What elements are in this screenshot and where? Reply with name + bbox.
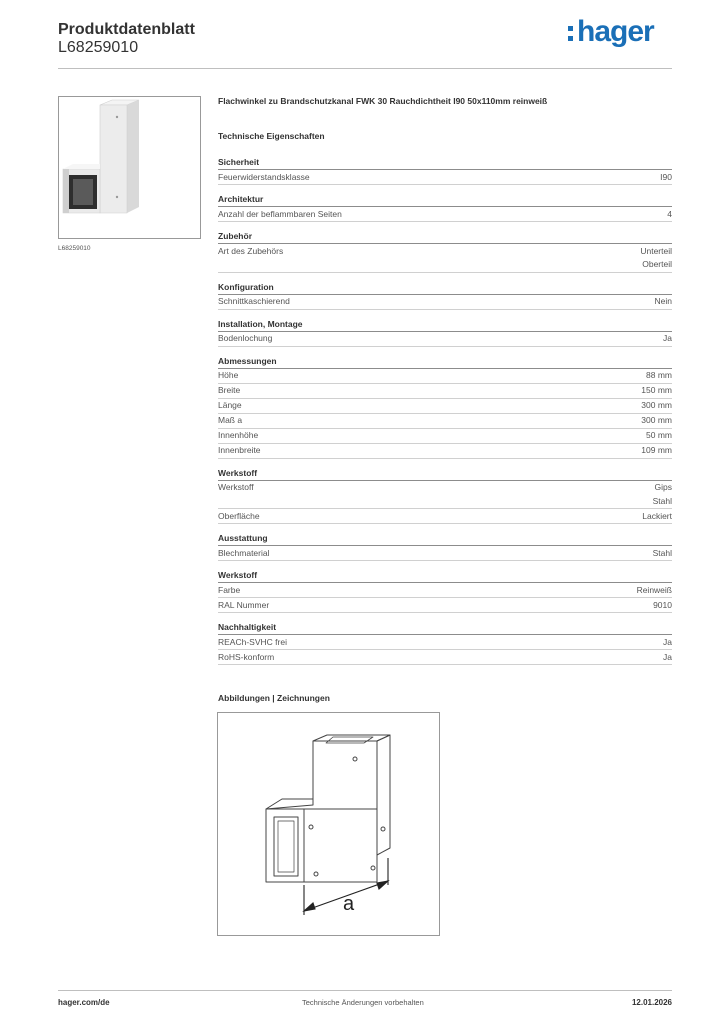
figures-heading: Abbildungen | Zeichnungen — [218, 693, 330, 703]
logo-dot-icon — [568, 26, 573, 31]
spec-label: RAL Nummer — [218, 599, 270, 610]
spec-group — [218, 230, 672, 273]
spec-value — [641, 444, 672, 458]
spec-group — [218, 467, 672, 525]
spec-value — [663, 332, 672, 346]
spec-row — [218, 207, 672, 222]
spec-value-line: Stahl — [652, 495, 672, 506]
spec-row — [218, 546, 672, 561]
spec-group — [218, 156, 672, 185]
spec-label: Blechmaterial — [218, 547, 270, 558]
spec-label: REACh-SVHC frei — [218, 636, 287, 647]
spec-value — [641, 399, 672, 413]
spec-value-line: Oberteil — [642, 259, 672, 269]
spec-group — [218, 621, 672, 665]
header-title: Produktdatenblatt — [58, 21, 195, 38]
spec-row — [218, 509, 672, 524]
spec-label: Feuerwiderstandsklasse — [218, 171, 310, 182]
logo-dot-icon — [568, 36, 573, 41]
spec-row — [218, 244, 672, 273]
spec-group-heading: Abmessungen — [218, 355, 672, 369]
technical-drawing-svg — [218, 713, 439, 935]
product-photo-image — [59, 97, 200, 238]
product-photo — [58, 96, 201, 239]
product-title: Flachwinkel zu Brandschutzkanal FWK 30 Rauchdichtheit I90 50x110mm reinweiß — [218, 96, 548, 106]
spec-label: RoHS-konform — [218, 651, 275, 662]
dimension-label: a — [343, 893, 355, 915]
spec-label: Länge — [218, 400, 242, 410]
spec-value-line: 4 — [667, 208, 672, 219]
spec-value-line: 150 mm — [641, 385, 672, 395]
specs-heading: Technische Eigenschaften — [218, 131, 325, 141]
spec-row — [218, 170, 672, 185]
spec-group-heading: Sicherheit — [218, 156, 672, 170]
spec-row — [218, 414, 672, 429]
spec-row — [218, 429, 672, 444]
spec-label: Höhe — [218, 370, 239, 380]
spec-value-line: Unterteil — [640, 245, 672, 256]
spec-row — [218, 295, 672, 310]
spec-value — [653, 547, 672, 561]
spec-value — [663, 651, 672, 665]
header-divider — [58, 68, 672, 69]
technical-drawing — [217, 712, 440, 936]
spec-row — [218, 369, 672, 384]
spec-label: Maß a — [218, 415, 243, 425]
spec-value — [640, 245, 672, 272]
spec-value — [663, 636, 672, 650]
spec-group — [218, 532, 672, 561]
spec-value-line: Ja — [663, 651, 672, 662]
spec-group-heading: Architektur — [218, 193, 672, 207]
spec-row — [218, 650, 672, 665]
spec-group — [218, 355, 672, 459]
spec-group — [218, 318, 672, 347]
spec-row — [218, 481, 672, 510]
spec-row — [218, 332, 672, 347]
footer-divider — [58, 990, 672, 991]
spec-row — [218, 635, 672, 650]
hager-logo — [567, 14, 657, 50]
spec-group — [218, 281, 672, 310]
spec-row — [218, 384, 672, 399]
footer-website-link[interactable]: hager.com/de — [58, 998, 110, 1007]
spec-value — [641, 414, 672, 428]
spec-label: Bodenlochung — [218, 333, 273, 343]
spec-group-heading: Ausstattung — [218, 532, 672, 546]
spec-group-heading: Zubehör — [218, 230, 672, 244]
article-number: L68259010 — [58, 39, 139, 56]
spec-label: Werkstoff — [218, 482, 254, 492]
spec-value — [660, 171, 672, 185]
spec-value — [646, 369, 672, 383]
spec-value-line: 88 mm — [646, 370, 672, 380]
photo-caption: L68259010 — [58, 245, 91, 252]
spec-value — [653, 481, 672, 508]
footer-date: 12.01.2026 — [631, 998, 672, 1007]
spec-value-line: Reinweiß — [636, 584, 672, 595]
spec-value — [653, 599, 672, 613]
spec-label: Art des Zubehörs — [218, 245, 284, 256]
spec-value — [646, 429, 672, 443]
spec-value-line: 109 mm — [641, 445, 672, 455]
spec-group-heading: Konfiguration — [218, 281, 672, 295]
spec-value — [637, 584, 672, 598]
spec-label: Innenbreite — [218, 445, 261, 455]
spec-value-line: Gips — [654, 482, 672, 492]
spec-group-heading: Werkstoff — [218, 467, 672, 481]
spec-value-line: Nein — [654, 296, 672, 306]
spec-value-line: 300 mm — [641, 415, 672, 425]
spec-value-line: Lackiert — [642, 510, 672, 521]
spec-row — [218, 583, 672, 598]
spec-group — [218, 569, 672, 613]
spec-group-heading: Installation, Montage — [218, 318, 672, 332]
spec-value-line: Stahl — [652, 547, 672, 558]
spec-value-line: Ja — [663, 333, 672, 343]
spec-value — [655, 295, 672, 309]
spec-label: Anzahl der beflammbaren Seiten — [218, 208, 342, 219]
spec-value-line: I90 — [660, 171, 672, 182]
spec-group — [218, 193, 672, 222]
spec-label: Innenhöhe — [218, 430, 259, 440]
spec-value-line: Ja — [663, 636, 672, 647]
spec-table — [218, 156, 672, 673]
spec-label: Farbe — [218, 584, 241, 595]
spec-value — [667, 208, 672, 222]
spec-value-line: 9010 — [653, 599, 672, 610]
logo-text: hager — [577, 15, 654, 48]
spec-value — [641, 384, 672, 398]
spec-group-heading: Werkstoff — [218, 569, 672, 583]
spec-value-line: 300 mm — [641, 400, 672, 410]
spec-label: Oberfläche — [218, 510, 260, 521]
spec-row — [218, 598, 672, 613]
spec-label: Schnittkaschierend — [218, 296, 290, 306]
spec-label: Breite — [218, 385, 241, 395]
spec-value — [642, 510, 672, 524]
spec-row — [218, 444, 672, 459]
spec-row — [218, 399, 672, 414]
spec-group-heading: Nachhaltigkeit — [218, 621, 672, 635]
footer-disclaimer: Technische Änderungen vorbehalten — [302, 998, 424, 1007]
spec-value-line: 50 mm — [646, 430, 672, 440]
